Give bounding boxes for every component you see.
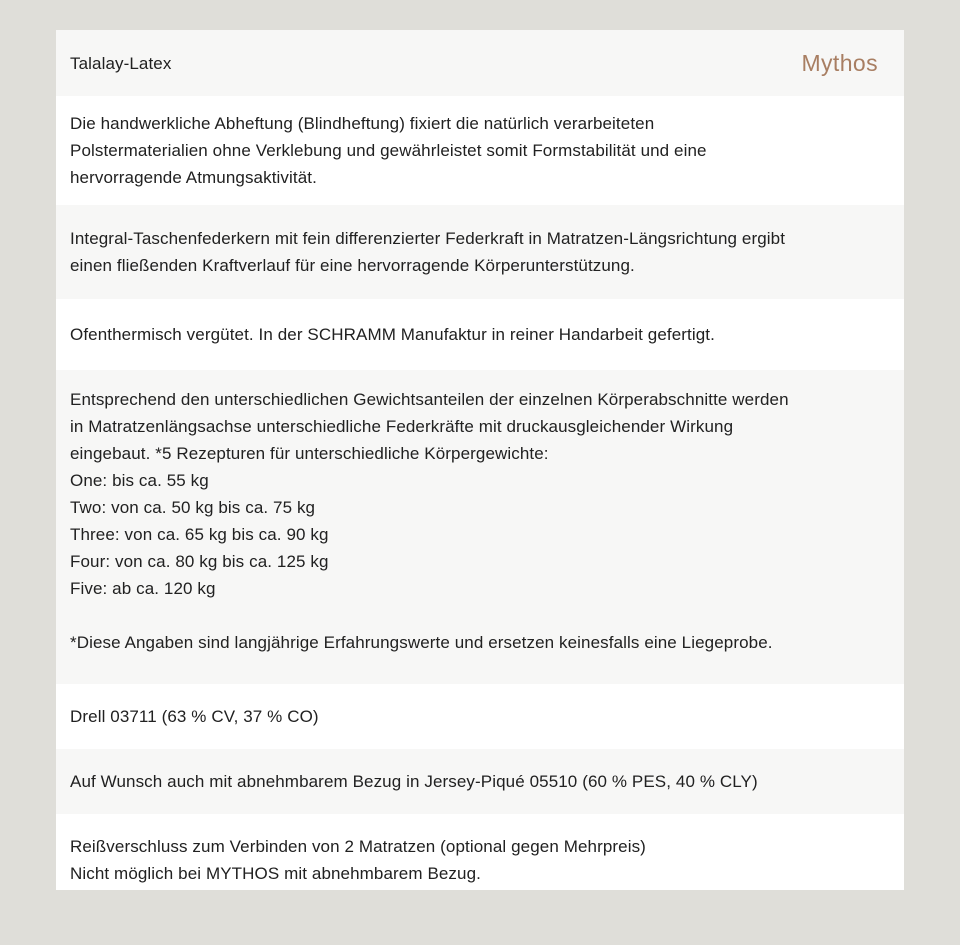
text-line: Integral-Taschenfederkern mit fein differenzierter Federkraft in Matratzen-Längsrichtung ergibt: [70, 229, 786, 248]
text-line: Ofenthermisch vergütet. In der SCHRAMM Manufaktur in reiner Handarbeit gefertigt.: [70, 325, 715, 344]
text-line: Die handwerkliche Abheftung (Blindheftung) fixiert die natürlich verarbeiteten: [70, 114, 655, 133]
spacer: [70, 602, 878, 629]
section-weight-recipes: [56, 370, 904, 684]
recipe-line-one: One: bis ca. 55 kg: [70, 471, 209, 490]
recipe-line-two: Two: von ca. 50 kg bis ca. 75 kg: [70, 498, 316, 517]
text-line: Nicht möglich bei MYTHOS mit abnehmbarem Bezug.: [70, 864, 481, 883]
footnote: *Diese Angaben sind langjährige Erfahrungswerte und ersetzen keinesfalls eine Liegeprobe.: [70, 633, 773, 652]
section-cover-drell: [56, 684, 904, 749]
text-line: einen fließenden Kraftverlauf für eine hervorragende Körperunterstützung.: [70, 256, 635, 275]
text-line: eingebaut. *5 Rezepturen für unterschiedliche Körpergewichte:: [70, 444, 549, 463]
section-thermal-treatment: [56, 299, 904, 370]
recipe-line-five: Five: ab ca. 120 kg: [70, 579, 216, 598]
page-title: Talalay-Latex: [70, 53, 172, 73]
text-line: Reißverschluss zum Verbinden von 2 Matratzen (optional gegen Mehrpreis): [70, 837, 646, 856]
brand-name: Mythos: [801, 49, 878, 76]
recipe-line-three: Three: von ca. 65 kg bis ca. 90 kg: [70, 525, 329, 544]
section-cover-jersey: [56, 749, 904, 814]
text-line: Auf Wunsch auch mit abnehmbarem Bezug in Jersey-Piqué 05510 (60 % PES, 40 % CLY): [70, 772, 758, 791]
text-line: hervorragende Atmungsaktivität.: [70, 168, 317, 187]
text-line: Polstermaterialien ohne Verklebung und gewährleistet somit Formstabilität und eine: [70, 141, 707, 160]
text-line: Drell 03711 (63 % CV, 37 % CO): [70, 707, 319, 726]
product-detail-card: [56, 30, 904, 890]
section-zipper-option: [56, 814, 904, 890]
text-line: in Matratzenlängsachse unterschiedliche Federkräfte mit druckausgleichender Wirkung: [70, 417, 734, 436]
section-spring-core: [56, 205, 904, 299]
section-quilting: [56, 96, 904, 205]
recipe-line-four: Four: von ca. 80 kg bis ca. 125 kg: [70, 552, 329, 571]
text-line: Entsprechend den unterschiedlichen Gewichtsanteilen der einzelnen Körperabschnitte werden: [70, 390, 789, 409]
header-row: [56, 30, 904, 96]
